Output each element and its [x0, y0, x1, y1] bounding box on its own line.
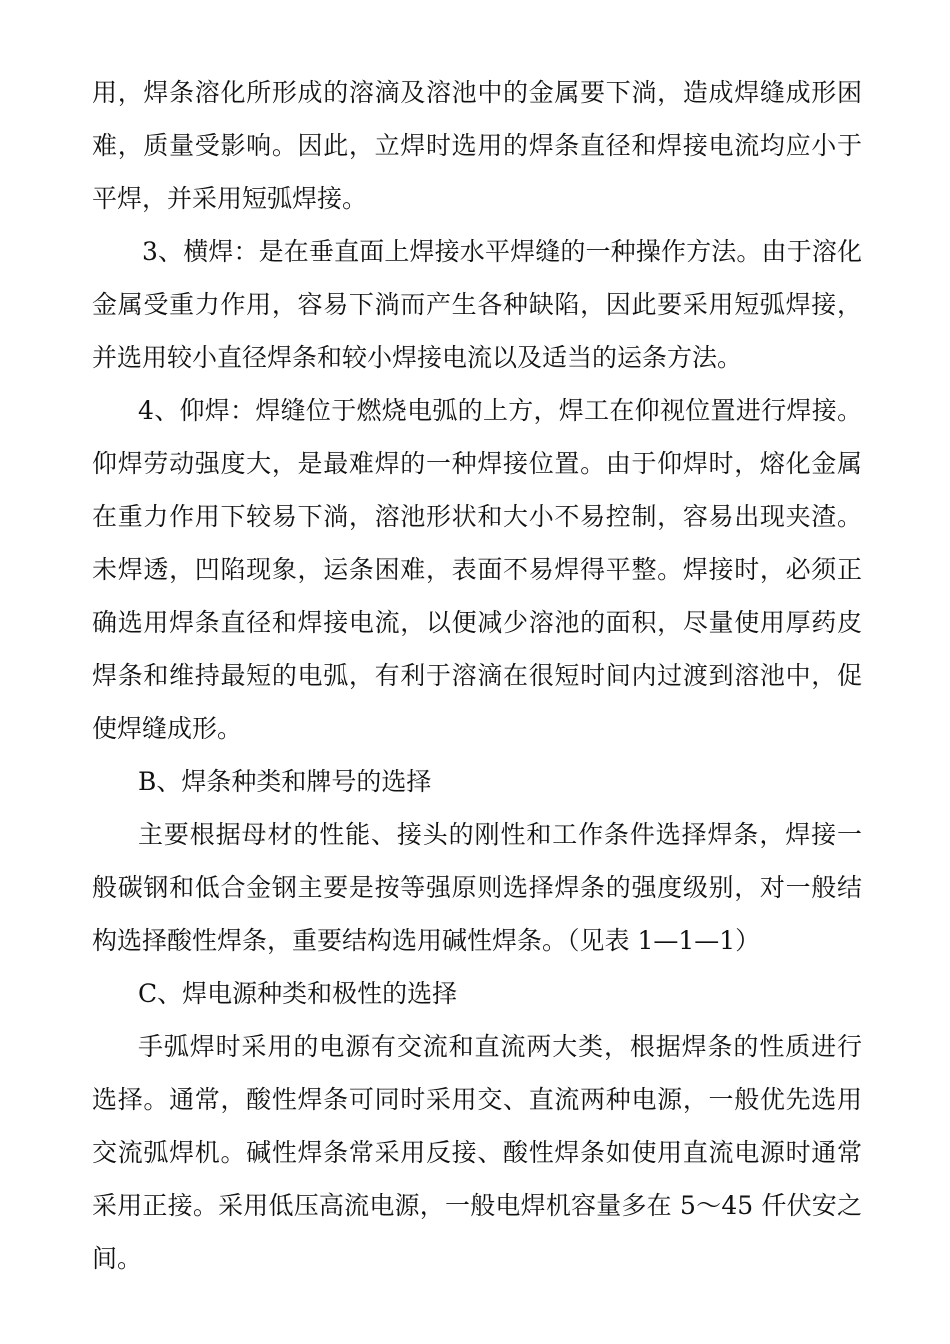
text-line-12: 焊条和维持最短的电弧，有利于溶滴在很短时间内过渡到溶池中，促: [92, 661, 862, 690]
text-line-6: 并选用较小直径焊条和较小焊接电流以及适当的运条方法。: [92, 343, 743, 372]
text-line-11: 确选用焊条直径和焊接电流，以便减少溶池的面积，尽量使用厚药皮: [92, 608, 862, 637]
text-line-20: 选择。通常，酸性焊条可同时采用交、直流两种电源，一般优先选用: [92, 1085, 862, 1114]
text-line-17: 构选择酸性焊条，重要结构选用碱性焊条。（见表 1—1—1）: [92, 926, 761, 955]
text-line-3: 平焊，并采用短弧焊接。: [92, 184, 368, 213]
section-heading-b: B、焊条种类和牌号的选择: [138, 767, 432, 796]
text-line-8: 仰焊劳动强度大，是最难焊的一种焊接位置。由于仰焊时，熔化金属: [92, 449, 862, 478]
body-text: [92, 66, 862, 1285]
text-line-22: 采用正接。采用低压高流电源，一般电焊机容量多在 5～45 仟伏安之: [92, 1191, 862, 1220]
text-line-7: 4、仰焊：焊缝位于燃烧电弧的上方，焊工在仰视位置进行焊接。: [138, 396, 862, 425]
text-line-4: 3、横焊：是在垂直面上焊接水平焊缝的一种操作方法。由于溶化: [142, 237, 862, 266]
text-line-9: 在重力作用下较易下淌，溶池形状和大小不易控制，容易出现夹渣。: [92, 502, 862, 531]
text-line-21: 交流弧焊机。碱性焊条常采用反接、酸性焊条如使用直流电源时通常: [92, 1138, 862, 1167]
section-heading-c: C、焊电源种类和极性的选择: [138, 979, 458, 1008]
text-line-10: 未焊透，凹陷现象，运条困难，表面不易焊得平整。焊接时，必须正: [92, 555, 862, 584]
text-line-1: 用，焊条溶化所形成的溶滴及溶池中的金属要下淌，造成焊缝成形困: [92, 78, 862, 107]
text-line-2: 难，质量受影响。因此，立焊时选用的焊条直径和焊接电流均应小于: [92, 131, 862, 160]
text-line-13: 使焊缝成形。: [92, 714, 243, 743]
text-line-19: 手弧焊时采用的电源有交流和直流两大类，根据焊条的性质进行: [138, 1032, 862, 1061]
text-line-23: 间。: [92, 1244, 143, 1273]
text-line-15: 主要根据母材的性能、接头的刚性和工作条件选择焊条，焊接一: [138, 820, 862, 849]
text-line-16: 般碳钢和低合金钢主要是按等强原则选择焊条的强度级别，对一般结: [92, 873, 862, 902]
text-line-5: 金属受重力作用，容易下淌而产生各种缺陷，因此要采用短弧焊接，: [92, 290, 862, 319]
